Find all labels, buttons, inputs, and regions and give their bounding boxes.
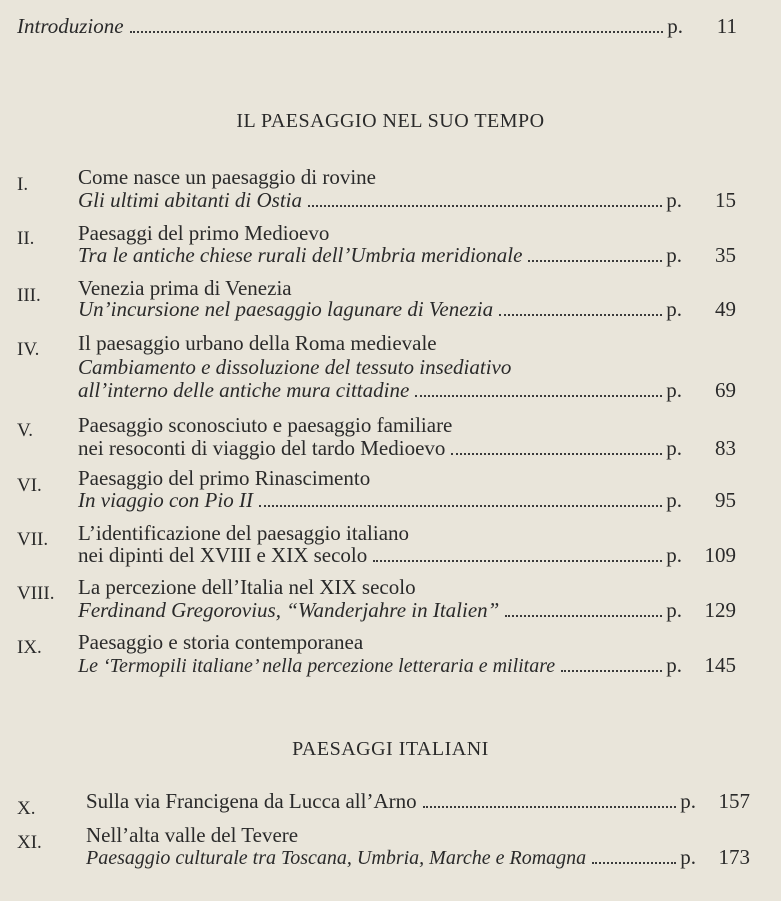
entry-title: La percezione dell’Italia nel XIX secolo	[78, 575, 416, 599]
page-number: 49	[715, 297, 736, 321]
entry-subtitle: Gli ultimi abitanti di Ostia	[78, 188, 303, 212]
intro-entry	[17, 14, 737, 39]
page-number: 11	[716, 14, 737, 38]
entry-subtitle: Paesaggio culturale tra Toscana, Umbria, Marche e Romagna	[86, 847, 587, 869]
leader-dots	[423, 806, 677, 808]
page-prefix: p.	[666, 598, 682, 622]
page-prefix: p.	[666, 378, 682, 402]
entry-subtitle: Cambiamento e dissoluzione del tessuto insediativo	[78, 355, 512, 379]
page-prefix: p.	[666, 297, 682, 321]
entry-number: VII.	[17, 529, 49, 550]
page-prefix: p.	[666, 188, 682, 212]
section-title-2: PAESAGGI ITALIANI	[292, 738, 489, 760]
entry-title: Venezia prima di Venezia	[78, 276, 292, 300]
entry-number: VIII.	[17, 583, 55, 604]
page-prefix: p.	[666, 243, 682, 267]
entry-title: Paesaggi del primo Medioevo	[78, 221, 330, 245]
entry-subtitle: Le ‘Termopili italiane’ nella percezione letteraria e militare	[78, 655, 556, 677]
entry-number: I.	[17, 174, 29, 195]
leader-dots	[528, 260, 662, 262]
entry-title: Nell’alta valle del Tevere	[86, 823, 299, 847]
leader-dots	[505, 615, 662, 617]
entry-number: VI.	[17, 475, 42, 496]
leader-dots	[130, 31, 664, 33]
entry-subtitle-continued: all’interno delle antiche mura cittadine	[78, 378, 410, 402]
page-number: 69	[715, 378, 736, 402]
entry-number: IV.	[17, 339, 40, 360]
entry-number: III.	[17, 285, 41, 306]
leader-dots	[259, 505, 662, 507]
intro-label: Introduzione	[17, 14, 124, 38]
page-prefix: p.	[666, 488, 682, 512]
page-number: 83	[715, 436, 736, 460]
page-prefix: p.	[666, 436, 682, 460]
page-number: 95	[715, 488, 736, 512]
entry-number: IX.	[17, 637, 42, 658]
leader-dots	[308, 205, 662, 207]
page-prefix: p.	[667, 14, 683, 38]
entry-subtitle: Un’incursione nel paesaggio lagunare di Venezia	[78, 297, 494, 321]
entry-title: L’identificazione del paesaggio italiano	[78, 521, 410, 545]
page-number: 157	[718, 789, 750, 813]
leader-dots	[499, 314, 662, 316]
entry-subtitle: Tra le antiche chiese rurali dell’Umbria meridionale	[78, 243, 523, 267]
entry-subtitle: In viaggio con Pio II	[78, 488, 253, 512]
entry-title: Sulla via Francigena da Lucca all’Arno	[86, 789, 417, 813]
entry-number: V.	[17, 420, 34, 441]
page-prefix: p.	[680, 845, 696, 869]
page-prefix: p.	[666, 653, 682, 677]
leader-dots	[561, 670, 662, 672]
entry-number: II.	[17, 228, 35, 249]
page-number: 145	[704, 653, 736, 677]
page-prefix: p.	[666, 543, 682, 567]
entry-number: XI.	[17, 832, 42, 853]
page-number: 15	[715, 188, 736, 212]
leader-dots	[451, 453, 662, 455]
entry-title: Paesaggio sconosciuto e paesaggio familiare	[78, 413, 453, 437]
section-title-1: IL PAESAGGIO NEL SUO TEMPO	[236, 110, 545, 132]
entry-title: Come nasce un paesaggio di rovine	[78, 165, 376, 189]
entry-title: Paesaggio del primo Rinascimento	[78, 466, 371, 490]
page-number: 35	[715, 243, 736, 267]
entry-subtitle: Ferdinand Gregorovius, “Wanderjahre in Italien”	[78, 598, 500, 622]
entry-title: Il paesaggio urbano della Roma medievale	[78, 331, 437, 355]
page-prefix: p.	[680, 789, 696, 813]
entry-title: Paesaggio e storia contemporanea	[78, 630, 364, 654]
leader-dots	[373, 560, 662, 562]
entry-subtitle: nei dipinti del XVIII e XIX secolo	[78, 543, 368, 567]
page-number: 173	[718, 845, 750, 869]
entry-subtitle: nei resoconti di viaggio del tardo Medioevo	[78, 436, 446, 460]
leader-dots	[415, 395, 662, 397]
page-number: 129	[704, 598, 736, 622]
page-number: 109	[704, 543, 736, 567]
entry-number: X.	[17, 798, 36, 819]
leader-dots	[592, 862, 676, 864]
